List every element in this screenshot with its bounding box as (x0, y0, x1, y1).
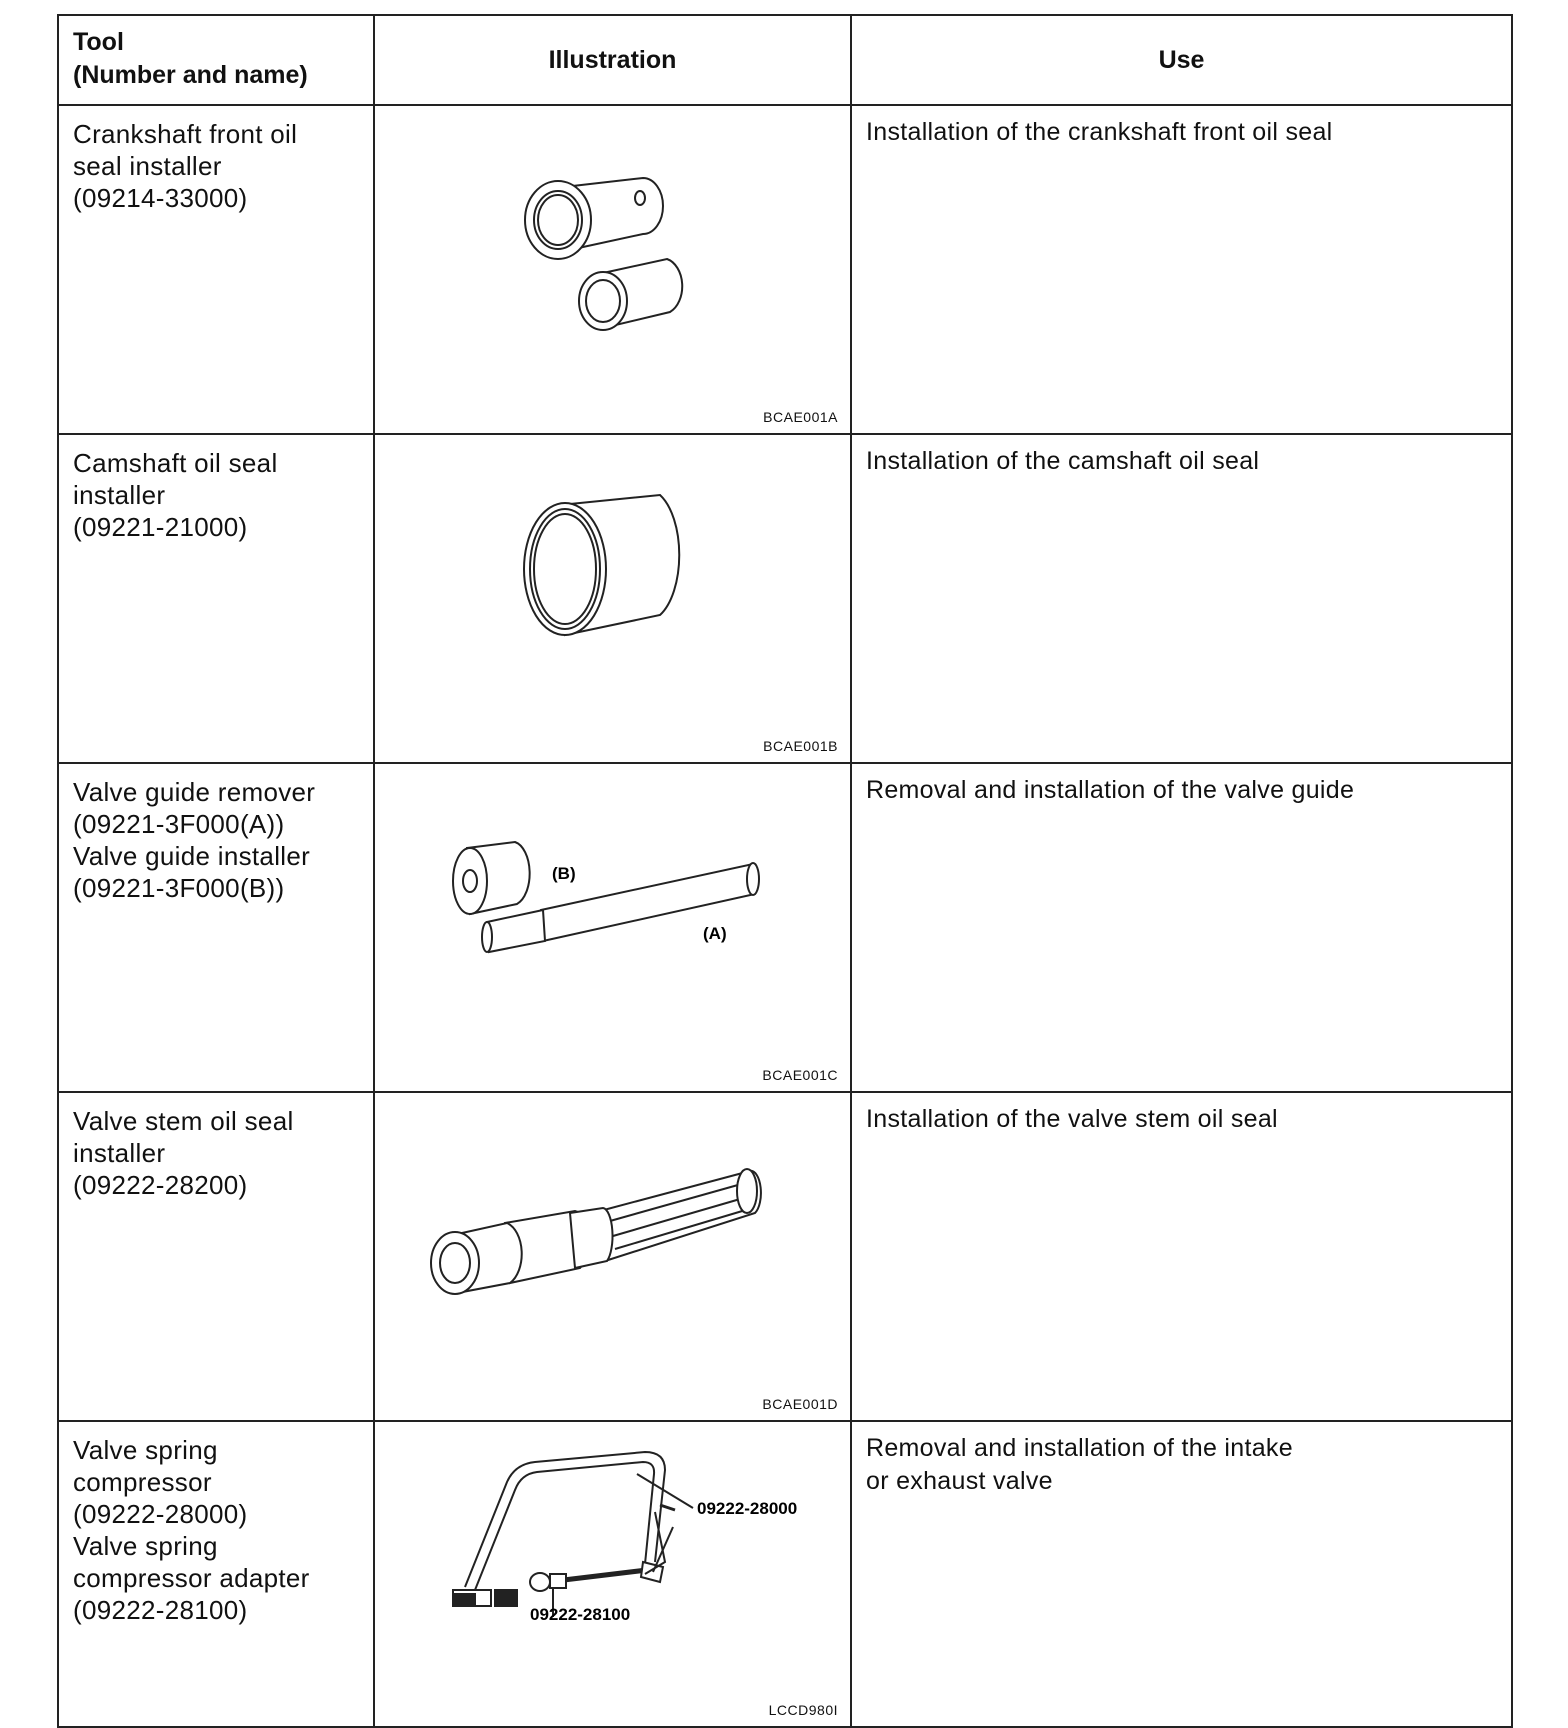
valve-guide-tool-icon (375, 764, 852, 1079)
crankshaft-seal-installer-icon (375, 106, 852, 421)
tool-line: (09222-28200) (73, 1170, 248, 1200)
tool-line: Valve guide remover (73, 777, 316, 807)
figure-code: BCAE001A (763, 409, 838, 425)
header-row (58, 15, 1512, 105)
figure-code: BCAE001B (763, 738, 838, 754)
tool-line: Valve spring (73, 1435, 218, 1465)
header-use: Use (851, 15, 1512, 105)
tool-cell (58, 763, 374, 1092)
figure-code: BCAE001D (762, 1396, 838, 1412)
table-row (58, 434, 1512, 763)
tool-line: (09214-33000) (73, 183, 248, 213)
special-tools-table (57, 14, 1513, 1728)
valve-stem-seal-installer-icon (375, 1093, 852, 1408)
illustration-cell (374, 1092, 851, 1421)
tool-line: (09222-28000) (73, 1499, 248, 1529)
use-cell: Installation of the valve stem oil seal (851, 1092, 1512, 1421)
use-cell (851, 1421, 1512, 1727)
tool-cell (58, 434, 374, 763)
tool-line: (09222-28100) (73, 1595, 248, 1625)
camshaft-seal-installer-icon (375, 435, 852, 750)
label-a: (A) (703, 924, 727, 943)
tool-line: (09221-21000) (73, 512, 248, 542)
use-cell: Installation of the camshaft oil seal (851, 434, 1512, 763)
illustration-cell (374, 1421, 851, 1727)
header-tool-line2: (Number and name) (73, 61, 308, 89)
table-row (58, 763, 1512, 1092)
tool-line: (09221-3F000(B)) (73, 873, 285, 903)
tool-line: seal installer (73, 151, 222, 181)
tool-line: Crankshaft front oil (73, 119, 298, 149)
tool-cell (58, 1421, 374, 1727)
use-line: or exhaust valve (866, 1467, 1053, 1495)
illustration-cell (374, 763, 851, 1092)
tool-line: installer (73, 480, 166, 510)
valve-spring-compressor-icon (375, 1422, 852, 1714)
figure-code: BCAE001C (762, 1067, 838, 1083)
use-line: Removal and installation of the intake (866, 1434, 1293, 1462)
tool-line: Valve spring (73, 1531, 218, 1561)
label-adapter: 09222-28100 (530, 1605, 631, 1624)
label-b: (B) (552, 864, 576, 883)
illustration-cell (374, 434, 851, 763)
tool-line: Valve guide installer (73, 841, 311, 871)
tool-cell (58, 1092, 374, 1421)
table-row (58, 1421, 1512, 1727)
label-compressor: 09222-28000 (697, 1499, 798, 1518)
tool-line: (09221-3F000(A)) (73, 809, 285, 839)
use-cell: Removal and installation of the valve guide (851, 763, 1512, 1092)
header-illustration: Illustration (374, 15, 851, 105)
tool-line: Valve stem oil seal (73, 1106, 294, 1136)
tool-line: installer (73, 1138, 166, 1168)
tool-line: compressor adapter (73, 1563, 310, 1593)
tool-line: compressor (73, 1467, 212, 1497)
use-cell: Installation of the crankshaft front oil seal (851, 105, 1512, 434)
table-row (58, 1092, 1512, 1421)
header-tool (58, 15, 374, 105)
figure-code: LCCD980I (768, 1702, 838, 1718)
table-row (58, 105, 1512, 434)
header-tool-line1: Tool (73, 28, 124, 56)
tool-cell (58, 105, 374, 434)
illustration-cell (374, 105, 851, 434)
tool-line: Camshaft oil seal (73, 448, 278, 478)
